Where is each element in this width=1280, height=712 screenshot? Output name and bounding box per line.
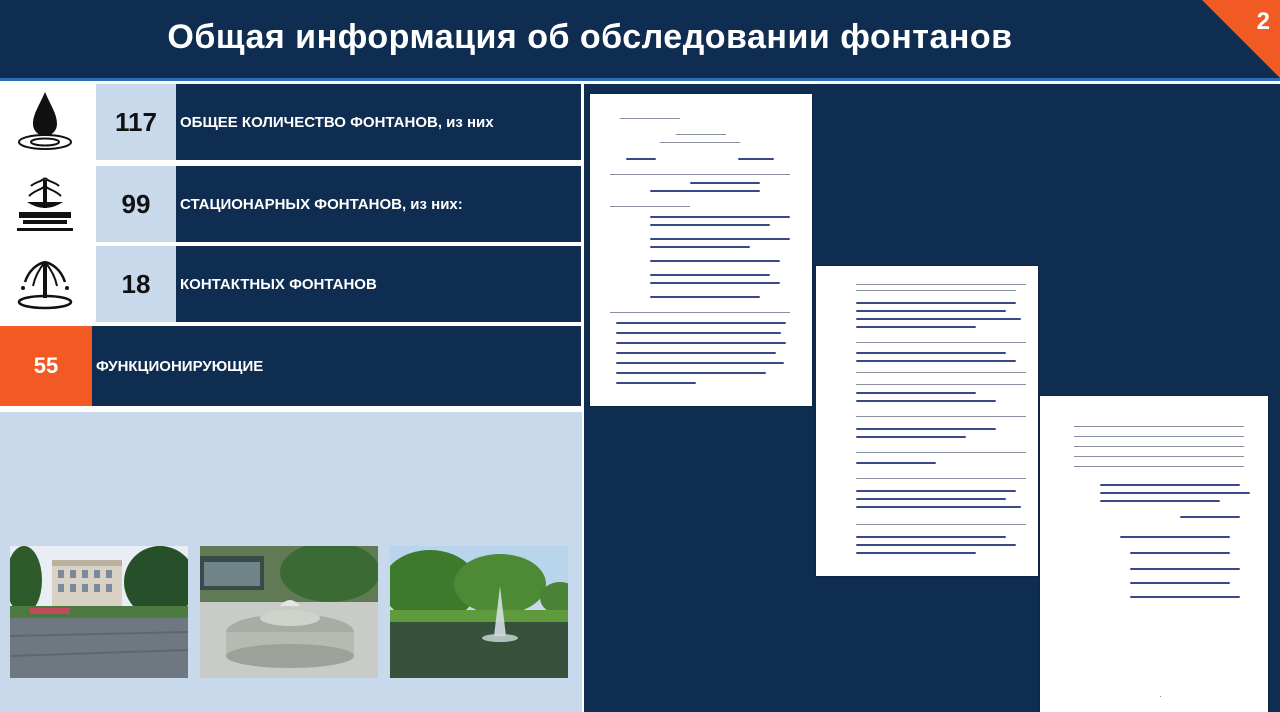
documents-panel [584, 84, 1280, 712]
survey-document [1040, 396, 1268, 712]
splash-fountain-icon [0, 246, 90, 322]
status-value: 55 [0, 326, 92, 406]
stat-label: КОНТАКТНЫХ ФОНТАНОВ [176, 246, 581, 322]
stat-value: 117 [96, 84, 176, 160]
status-label: ФУНКЦИОНИРУЮЩИЕ [92, 326, 581, 406]
stat-label: ОБЩЕЕ КОЛИЧЕСТВО ФОНТАНОВ, из них [176, 84, 581, 160]
status-row-working [0, 326, 582, 406]
stat-row-contact [0, 246, 582, 322]
stat-value: 18 [96, 246, 176, 322]
fountain-photo [10, 546, 188, 678]
stat-label: СТАЦИОНАРНЫХ ФОНТАНОВ, из них: [176, 166, 581, 242]
fountain-photo [390, 546, 568, 678]
header-divider [0, 78, 1280, 81]
photo-panel [0, 412, 582, 712]
page-number: 2 [1256, 8, 1270, 35]
slide-title: Общая информация об обследовании фонтанов [167, 18, 1013, 56]
fountain-photo [200, 546, 378, 678]
survey-document [816, 266, 1038, 576]
water-drop-icon [0, 84, 90, 160]
survey-document [590, 94, 812, 406]
stat-value: 99 [96, 166, 176, 242]
tiered-fountain-icon [0, 166, 90, 242]
stat-row-total [0, 84, 582, 160]
stat-row-stationary [0, 166, 582, 242]
